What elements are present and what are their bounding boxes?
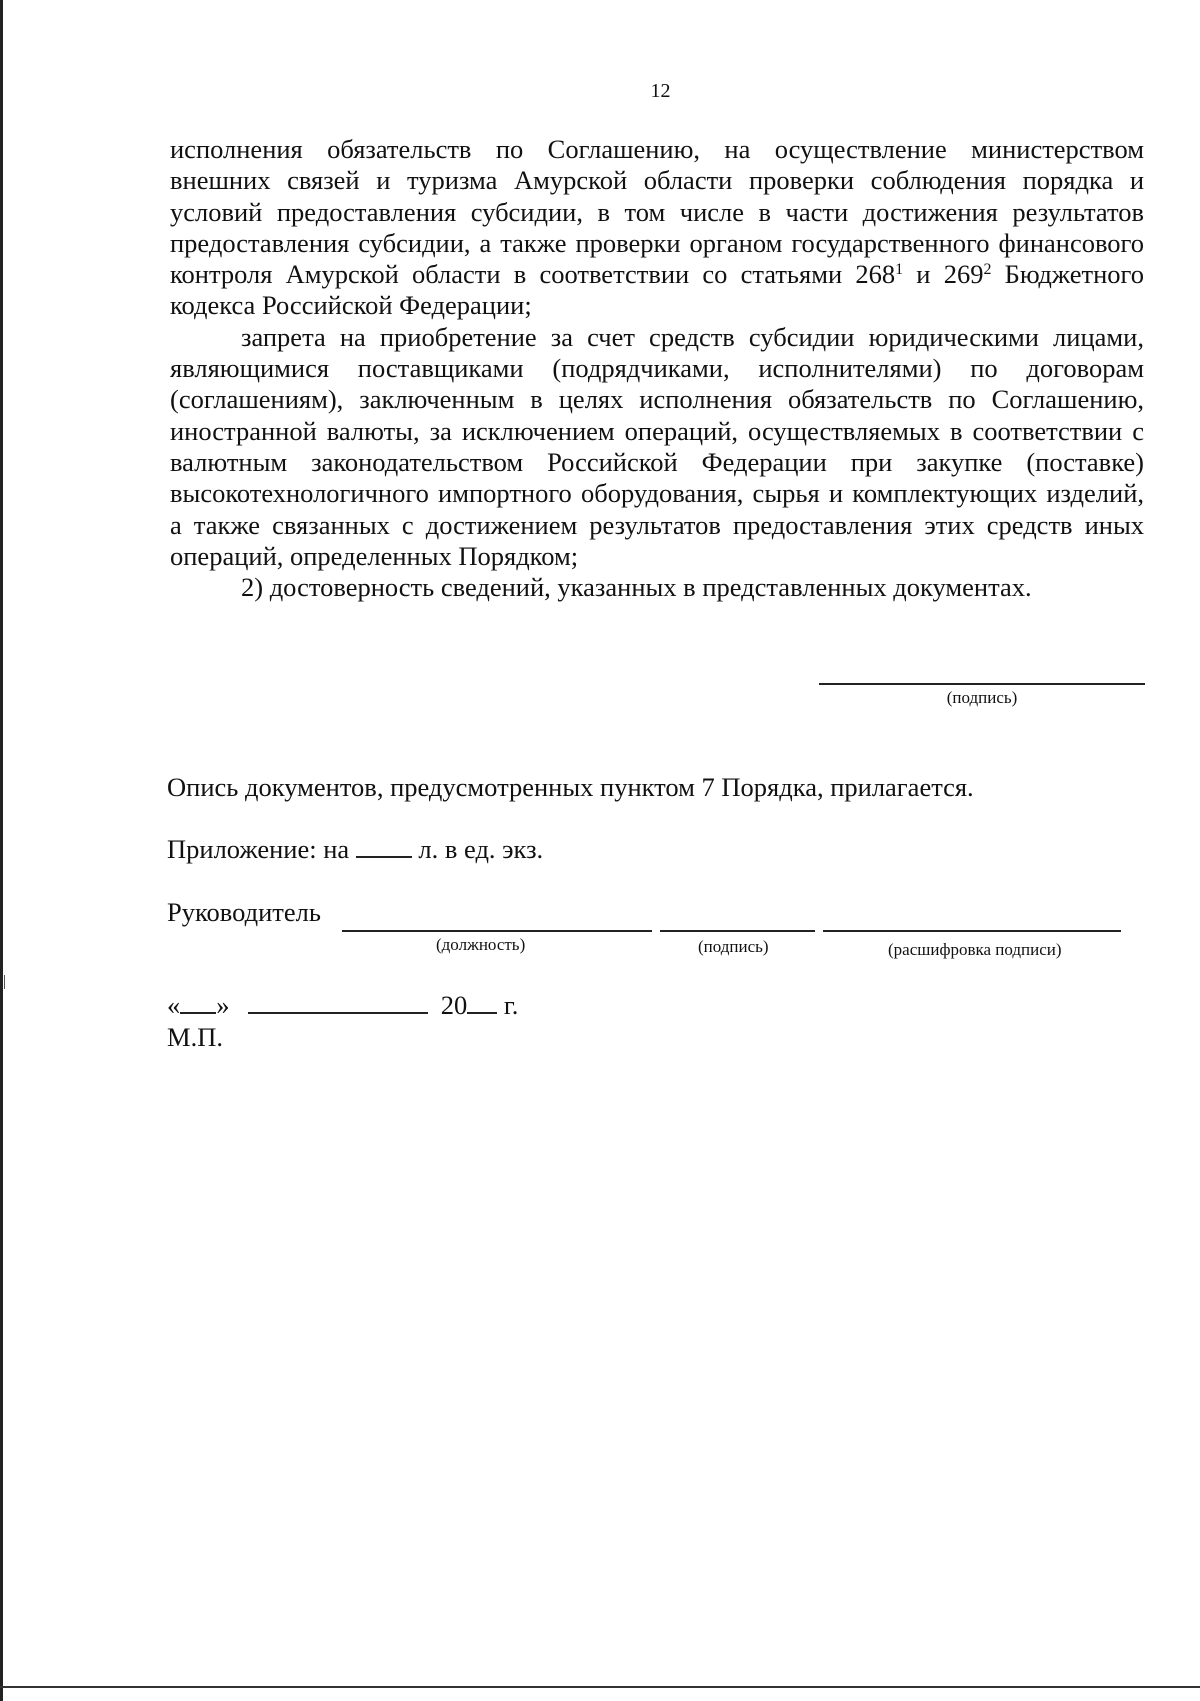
position-line: [342, 930, 652, 932]
scan-edge-mark: [4, 975, 5, 989]
date-year-blank: [467, 1011, 497, 1014]
head-label: Руководитель: [167, 897, 321, 927]
appendix-prefix: Приложение: на: [167, 834, 350, 864]
head-signature-caption: (подпись): [698, 937, 769, 956]
main-text-block: [170, 134, 1144, 603]
appendix-sheets-blank: [356, 855, 412, 858]
date-month-blank: [248, 1011, 428, 1014]
date-line: [167, 990, 518, 1021]
inventory-note: Опись документов, предусмотренных пунктом 7 Порядка, прилагается.: [167, 772, 974, 802]
date-day-blank: [180, 1011, 216, 1014]
superscript-1: 1: [895, 261, 904, 279]
paragraph-1-text: исполнения обязательств по Соглашению, на осуществление министерством внешних связей и туризма Амурской области проверки соблюдения порядка и условий предоставления субсидии, в том числе в части достижения результатов предоставления субсидии, а также проверки органом государственного финансового контроля Амурской области в соответствии со статьями 268: [170, 134, 1144, 290]
appendix-line: [167, 834, 543, 865]
date-year-prefix: 20: [440, 990, 468, 1020]
signature-line: [819, 683, 1145, 685]
head-signature-line: [660, 930, 815, 932]
decoding-caption: (расшифровка подписи): [888, 940, 1062, 959]
appendix-suffix: л. в ед. экз.: [418, 834, 544, 864]
paragraph-1-tail: Бюджетного кодекса Российской Федерации;: [170, 259, 1144, 321]
date-open-quote: «: [167, 990, 181, 1020]
superscript-2: 2: [983, 261, 992, 279]
decoding-line: [823, 930, 1121, 932]
date-year-suffix: г.: [503, 990, 519, 1020]
page-number: 12: [650, 80, 671, 102]
scan-left-edge: [0, 0, 3, 1701]
date-close-quote: »: [216, 990, 230, 1020]
signature-caption: (подпись): [946, 688, 1018, 707]
paragraph-reliability: 2) достоверность сведений, указанных в представленных документах.: [241, 572, 1032, 603]
stamp-place: М.П.: [167, 1022, 223, 1052]
position-caption: (должность): [436, 935, 526, 954]
scan-bottom-edge: [0, 1686, 1200, 1688]
paragraph-1-mid: и 269: [903, 259, 984, 290]
paragraph-currency-ban: запрета на приобретение за счет средств субсидии юридическими лицами, являющимися поставщиками (подрядчиками, исполнителями) по договорам (соглашениям), заключенным в целях исполнения обязательств по Соглашению, иностранной валюты, за исключением операций, осуществляемых в соответствии с валютным законодательством Российской Федерации при закупке (поставке) высокотехнологичного импортного оборудования, сырья и комплектующих изделий, а также связанных с достижением результатов предоставления этих средств иных операций, определенных Порядком;: [170, 321, 1144, 571]
paragraph-continuation: [170, 134, 1144, 322]
